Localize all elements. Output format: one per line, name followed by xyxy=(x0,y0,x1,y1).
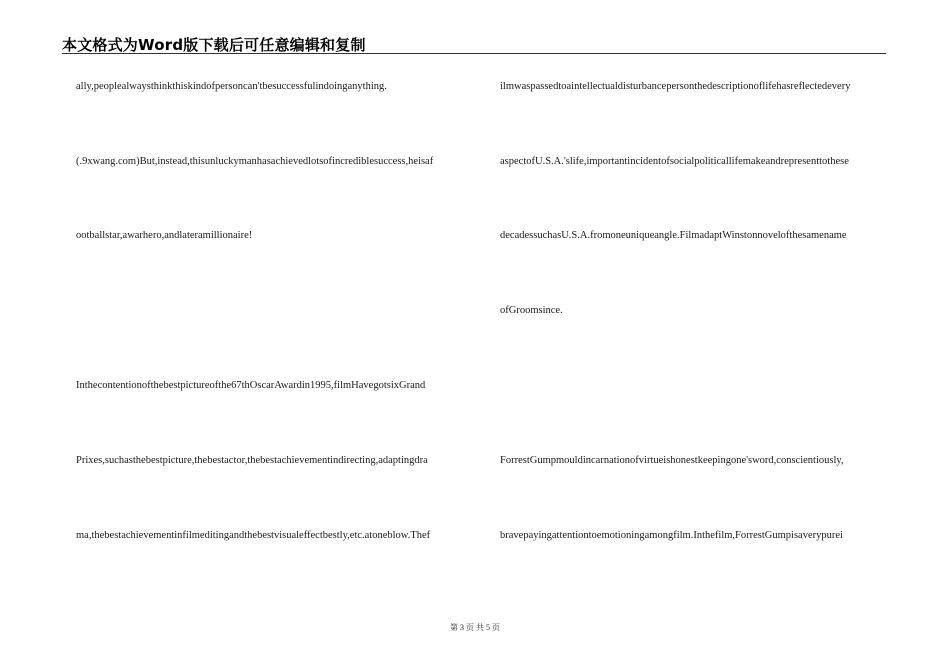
page-number-footer: 第 3 页 共 5 页 xyxy=(450,623,500,632)
left-text-line-4: Inthecontentionofthebestpictureofthe67thOscarAwardin1995,filmHavegotsixGrand xyxy=(76,380,426,391)
right-text-line-4: ofGroomsince. xyxy=(500,305,563,316)
left-text-line-3: ootballstar,awarhero,andlateramillionaire! xyxy=(76,230,253,241)
right-text-line-6: bravepayingattentiontoemotioningamongfilm.Inthefilm,ForrestGumpisaverypurei xyxy=(500,530,843,541)
right-text-line-5: ForrestGumpmouldincarnationofvirtueishonestkeepingone'sword,conscientiously, xyxy=(500,455,844,466)
left-text-line-6: ma,thebestachievementinfilmeditingandthebestvisualeffectbestly,etc.atoneblow.Thef xyxy=(76,530,431,541)
left-text-line-5: Prixes,suchasthebestpicture,thebestactor,thebestachievementindirecting,adaptingdra xyxy=(76,455,428,466)
left-text-line-2: (.9xwang.com)But,instead,thisunluckymanhasachievedlotsofincrediblesuccess,heisaf xyxy=(76,156,434,167)
right-text-line-1: ilmwaspassedtoaintellectualdisturbancepersonthedescriptionoflifehasreflectedevery xyxy=(500,81,851,92)
right-text-line-3: decadessuchasU.S.A.fromoneuniqueangle.FilmadaptWinstonnovelofthesamename xyxy=(500,230,847,241)
left-text-line-1: ally,peoplealwaysthinkthiskindofpersoncan'tbesuccessfulindoinganything. xyxy=(76,81,387,92)
page-header-title: 本文格式为Word版下载后可任意编辑和复制 xyxy=(62,36,366,54)
header-divider xyxy=(62,53,886,54)
right-text-line-2: aspectofU.S.A.'slife,importantincidentofsocialpoliticallifemakeandrepresenttothese xyxy=(500,156,849,167)
